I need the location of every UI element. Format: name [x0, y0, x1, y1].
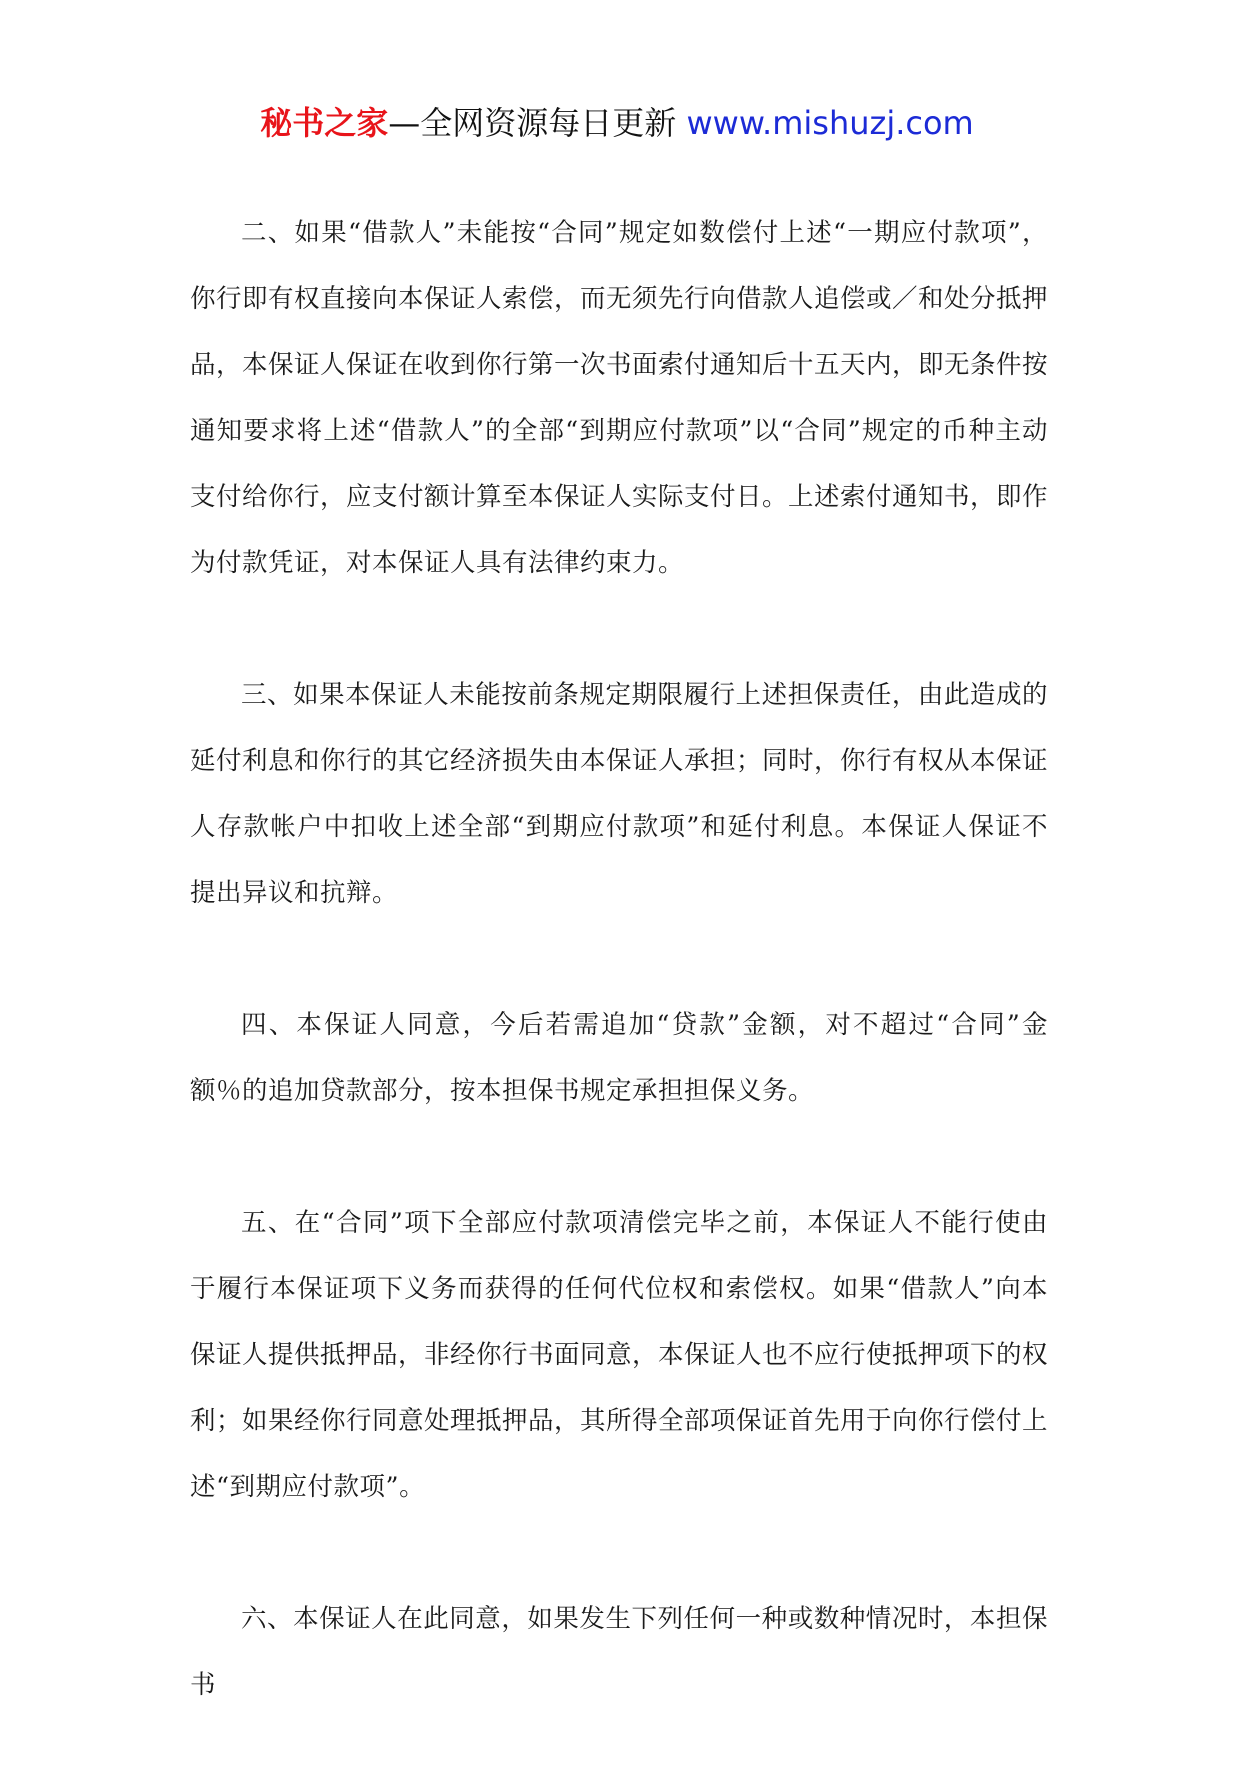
- brand-name: 秘书之家: [260, 104, 389, 142]
- clause-5: 五、在“合同”项下全部应付款项清偿完毕之前，本保证人不能行使由于履行本保证项下义务而获得的任何代位权和索偿权。如果“借款人”向本保证人提供抵押品，非经你行书面同意，本保证人也不应行使抵押项下的权利；如果经你行同意处理抵押品，其所得全部项保证首先用于向你行偿付上述“到期应付款项”。: [190, 1208, 1049, 1502]
- header-tagline: —全网资源每日更新: [388, 104, 687, 142]
- page-header: [0, 100, 1234, 146]
- clause-3: 三、如果本保证人未能按前条规定期限履行上述担保责任，由此造成的延付利息和你行的其它经济损失由本保证人承担；同时，你行有权从本保证人存款帐户中扣收上述全部“到期应付款项”和延付利息。本保证人保证不提出异议和抗辩。: [190, 680, 1049, 908]
- clause-6: 六、本保证人在此同意，如果发生下列任何一种或数种情况时，本担保书: [190, 1604, 1048, 1700]
- clause-2: 二、如果“借款人”未能按“合同”规定如数偿付上述“一期应付款项”，你行即有权直接向本保证人索偿，而无须先行向借款人追偿或／和处分抵押品，本保证人保证在收到你行第一次书面索付通知后十五天内，即无条件按通知要求将上述“借款人”的全部“到期应付款项”以“合同”规定的币种主动支付给你行，应支付额计算至本保证人实际支付日。上述索付通知书，即作为付款凭证，对本保证人具有法律约束力。: [190, 218, 1049, 578]
- document-body: [190, 200, 1048, 1784]
- clause-4: 四、本保证人同意，今后若需追加“贷款”金额，对不超过“合同”金额％的追加贷款部分，按本担保书规定承担担保义务。: [190, 1010, 1048, 1106]
- header-url[interactable]: www.mishuzj.com: [686, 104, 974, 142]
